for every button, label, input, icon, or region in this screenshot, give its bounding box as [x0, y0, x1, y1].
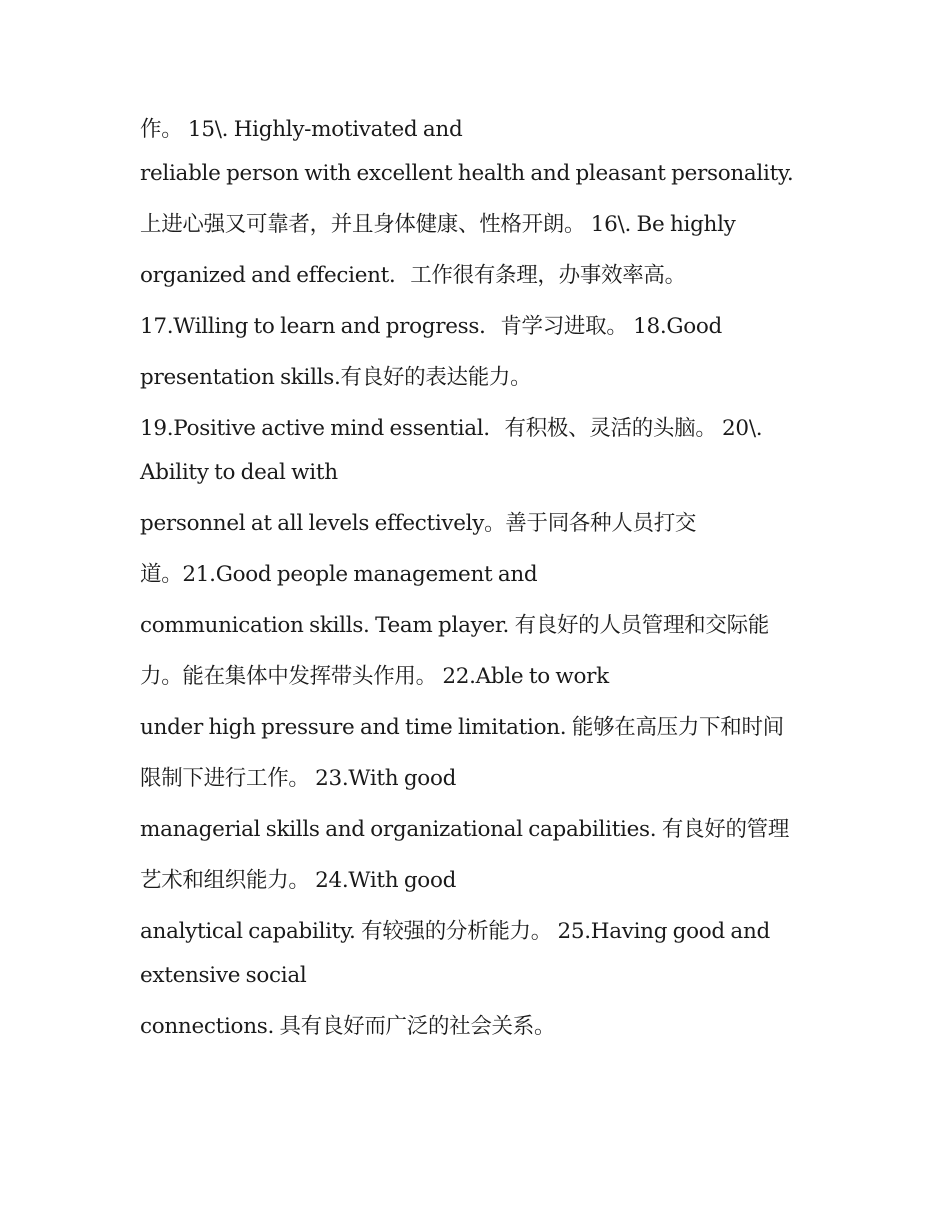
text-line: under high pressure and time limitation. 能够在高压力下和时间	[140, 715, 784, 740]
text-line: presentation skills.有良好的表达能力。	[140, 365, 532, 390]
text-line: connections. 具有良好而广泛的社会关系。	[140, 1014, 556, 1039]
text-line: 道。21.Good people management and	[140, 562, 538, 587]
text-line: analytical capability. 有较强的分析能力。 25.Having good and	[140, 919, 770, 944]
text-line: 19.Positive active mind essential．有积极、灵活的头脑。 20\.	[140, 416, 763, 441]
text-line: personnel at all levels effectively。善于同各种人员打交	[140, 511, 697, 536]
text-line: 上进心强又可靠者，并且身体健康、性格开朗。 16\. Be highly	[140, 212, 736, 237]
text-line: Ability to deal with	[140, 460, 338, 485]
text-line: 作。 15\. Highly-motivated and	[140, 117, 463, 142]
text-line: communication skills. Team player. 有良好的人员管理和交际能	[140, 613, 769, 638]
text-line: 力。能在集体中发挥带头作用。 22.Able to work	[140, 664, 609, 689]
text-line: 17.Willing to learn and progress．肯学习进取。 18.Good	[140, 314, 722, 339]
body-text	[140, 112, 820, 1045]
text-line: reliable person with excellent health and pleasant personality.	[140, 161, 794, 186]
text-line: extensive social	[140, 963, 307, 988]
text-line: managerial skills and organizational capabilities. 有良好的管理	[140, 817, 790, 842]
text-line: 艺术和组织能力。 24.With good	[140, 868, 457, 893]
text-line: 限制下进行工作。 23.With good	[140, 766, 457, 791]
text-line: organized and effecient．工作很有条理，办事效率高。	[140, 263, 686, 288]
